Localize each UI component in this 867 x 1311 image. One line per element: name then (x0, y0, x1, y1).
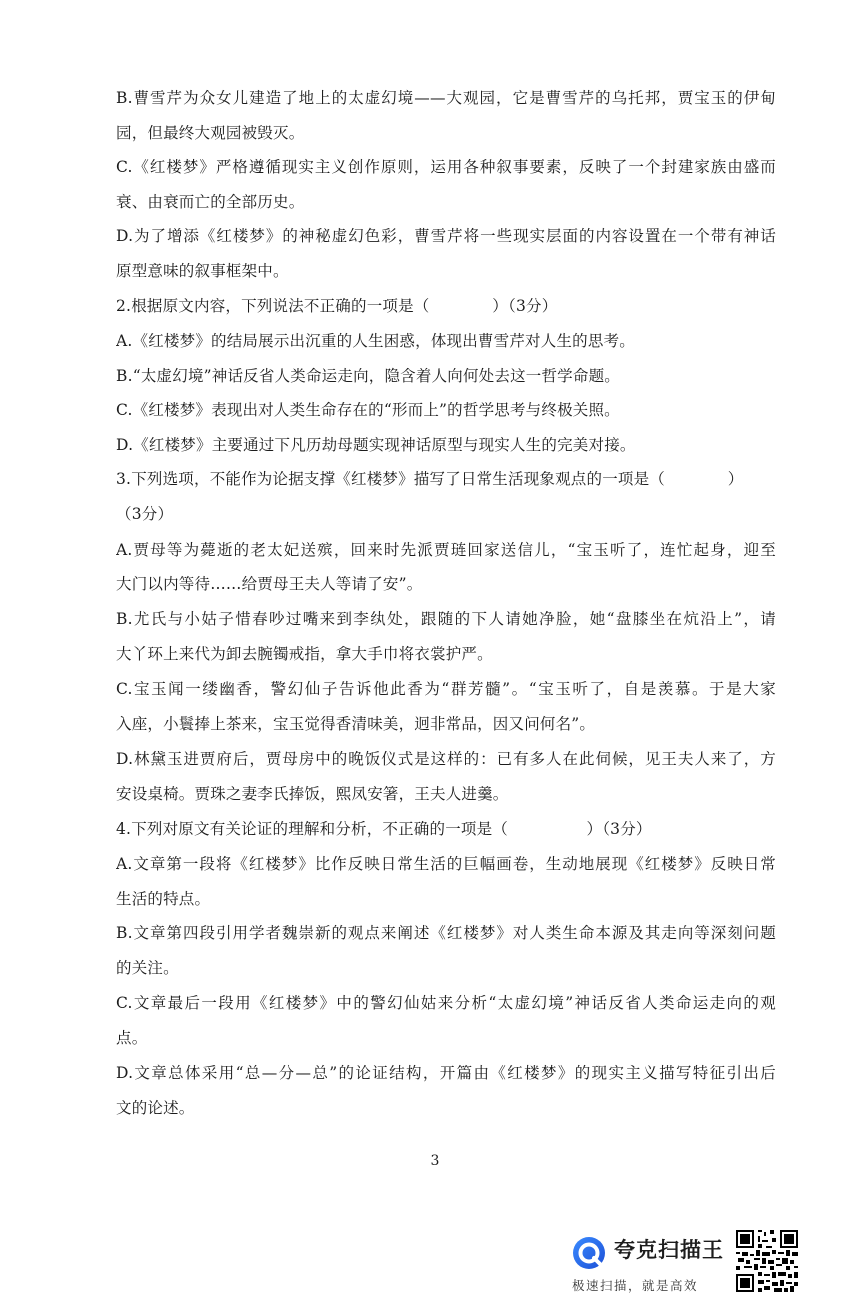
text-line: D.为了增添《红楼梦》的神秘虚幻色彩，曹雪芹将一些现实层面的内容设置在一个带有神话 (116, 227, 776, 245)
text-line: 衰、由衰而亡的全部历史。 (116, 193, 305, 211)
option-3a: A.贾母等为薨逝的老太妃送殡，回来时先派贾琏回家送信儿，“宝玉听了，连忙起身，迎至 (116, 541, 776, 559)
text-line: 原型意味的叙事框架中。 (116, 262, 289, 280)
text-line: C.《红楼梦》严格遵循现实主义创作原则，运用各种叙事要素，反映了一个封建家族由盛而 (116, 158, 776, 176)
option-3d: D.林黛玉进贾府后，贾母房中的晚饭仪式是这样的：已有多人在此伺候，见王夫人来了，方 (116, 750, 776, 768)
option-3c: C.宝玉闻一缕幽香，警幻仙子告诉他此香为“群芳髓”。“宝玉听了，自是羡慕。于是大家 (116, 680, 776, 698)
option-4a: A.文章第一段将《红楼梦》比作反映日常生活的巨幅画卷，生动地展现《红楼梦》反映日常 (116, 855, 776, 873)
option-4c: C.文章最后一段用《红楼梦》中的警幻仙姑来分析“太虚幻境”神话反省人类命运走向的观 (116, 994, 776, 1012)
question-3-score: （3分） (116, 505, 174, 523)
watermark-brand: 夸克扫描王 (614, 1238, 724, 1262)
option-2c: C.《红楼梦》表现出对人类生命存在的“形而上”的哲学思考与终极关照。 (116, 401, 620, 419)
option-2a: A.《红楼梦》的结局展示出沉重的人生困惑，体现出曹雪芹对人生的思考。 (116, 332, 635, 350)
qr-code-icon (734, 1228, 800, 1294)
quark-logo-icon (572, 1236, 606, 1270)
watermark-slogan: 极速扫描，就是高效 (572, 1278, 699, 1293)
question-3: 3.下列选项，不能作为论据支撑《红楼梦》描写了日常生活现象观点的一项是（ ） (116, 470, 744, 488)
option-3b: B.尤氏与小姑子惜春吵过嘴来到李纨处，跟随的下人请她净脸，她“盘膝坐在炕沿上”，请 (116, 610, 776, 628)
text-line: 大丫环上来代为卸去腕镯戒指，拿大手巾将衣裳护严。 (116, 645, 493, 663)
option-4d: D.文章总体采用“总—分—总”的论证结构，开篇由《红楼梦》的现实主义描写特征引出后 (116, 1064, 776, 1082)
text-line: B.曹雪芹为众女儿建造了地上的太虚幻境——大观园，它是曹雪芹的乌托邦，贾宝玉的伊甸 (116, 89, 776, 107)
scanner-watermark (568, 1228, 803, 1298)
text-line: 文的论述。 (116, 1099, 195, 1117)
option-2b: B.“太虚幻境”神话反省人类命运走向，隐含着人向何处去这一哲学命题。 (116, 367, 620, 385)
text-line: 的关注。 (116, 959, 179, 977)
option-2d: D.《红楼梦》主要通过下凡历劫母题实现神话原型与现实人生的完美对接。 (116, 436, 636, 454)
page-number: 3 (430, 1153, 440, 1169)
question-4: 4.下列对原文有关论证的理解和分析，不正确的一项是（ ）（3分） (116, 820, 652, 838)
question-2: 2.根据原文内容，下列说法不正确的一项是（ ）（3分） (116, 297, 558, 315)
text-line: 安设桌椅。贾珠之妻李氏捧饭，熙凤安箸，王夫人进羹。 (116, 785, 509, 803)
text-line: 大门以内等待……给贾母王夫人等请了安”。 (116, 575, 423, 593)
text-line: 入座，小鬟捧上茶来，宝玉觉得香清味美，迥非常品，因又问何名”。 (116, 715, 596, 733)
text-line: 点。 (116, 1029, 148, 1047)
text-line: 生活的特点。 (116, 890, 211, 908)
text-line: 园，但最终大观园被毁灭。 (116, 124, 305, 142)
option-4b: B.文章第四段引用学者魏崇新的观点来阐述《红楼梦》对人类生命本源及其走向等深刻问题 (116, 924, 776, 942)
